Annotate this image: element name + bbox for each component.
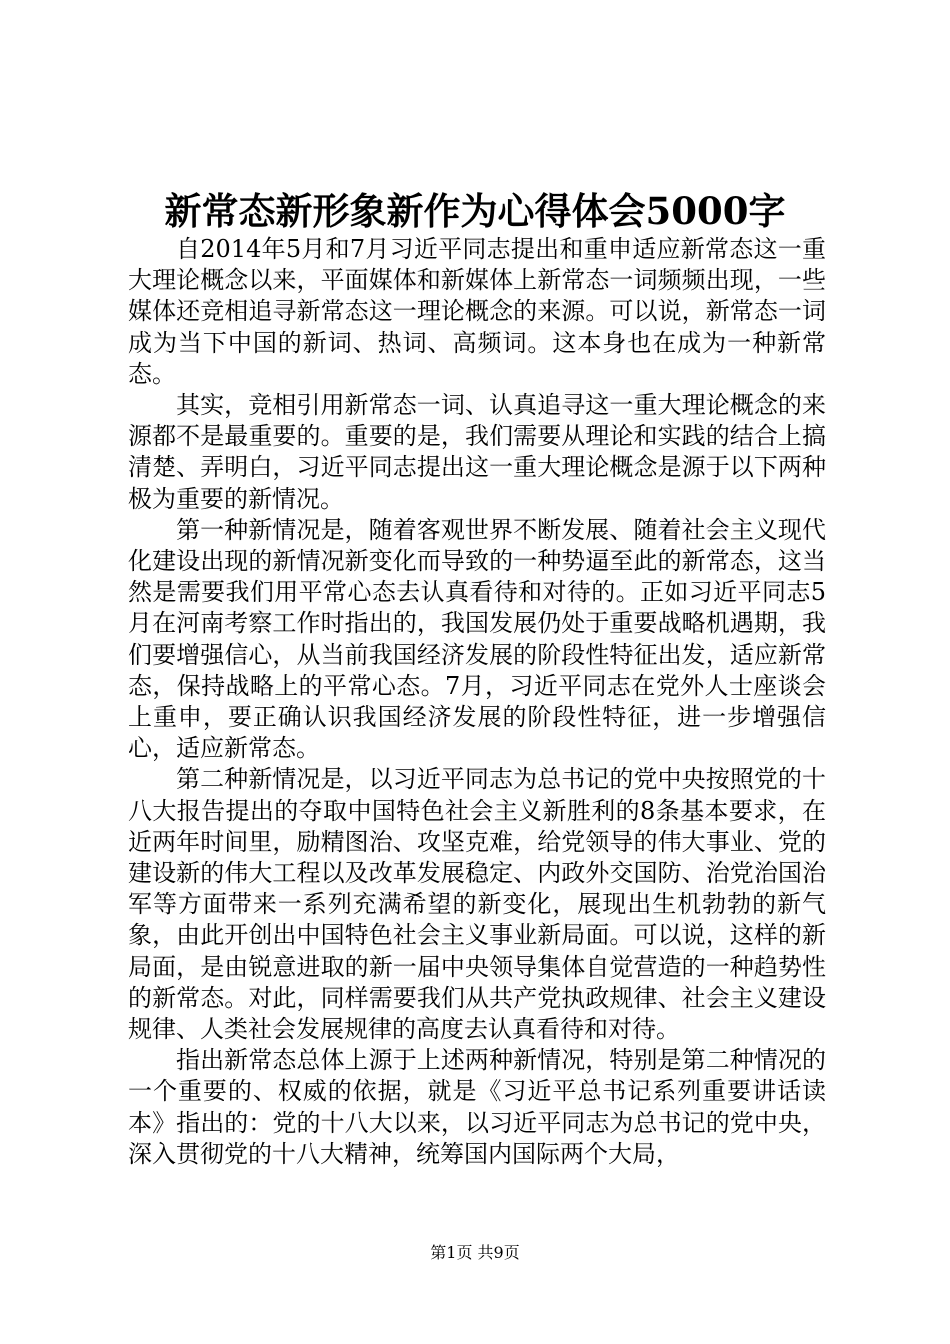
document-title: 新常态新形象新作为心得体会5000字 — [164, 189, 786, 233]
paragraph-4: 第二种新情况是，以习近平同志为总书记的党中央按照党的十八大报告提出的夺取中国特色社会主义新胜利的8条基本要求，在近两年时间里，励精图治、攻坚克难，给党领导的伟大事业、党的建设新的伟大工程以及改革发展稳定、内政外交国防、治党治国治军等方面带来一系列充满希望的新变化，展现出生机勃勃的新气象，由此开创出中国特色社会主义事业新局面。可以说，这样的新局面，是由锐意进取的新一届中央领导集体自觉营造的一种趋势性的新常态。对此，同样需要我们从共产党执政规律、社会主义建设规律、人类社会发展规律的高度去认真看待和对待。 — [128, 765, 826, 1044]
paragraph-1: 自2014年5月和7月习近平同志提出和重申适应新常态这一重大理论概念以来，平面媒体和新媒体上新常态一词频频出现，一些媒体还竞相追寻新常态这一理论概念的来源。可以说，新常态一词成为当下中国的新词、热词、高频词。这本身也在成为一种新常态。 — [128, 235, 826, 388]
page-number-footer: 第1页 共9页 — [430, 1243, 520, 1262]
paragraph-5: 指出新常态总体上源于上述两种新情况，特别是第二种情况的一个重要的、权威的依据，就是《习近平总书记系列重要讲话读本》指出的：党的十八大以来，以习近平同志为总书记的党中央，深入贯彻党的十八大精神，统筹国内国际两个大局， — [128, 1046, 826, 1168]
paragraph-2: 其实，竞相引用新常态一词、认真追寻这一重大理论概念的来源都不是最重要的。重要的是，我们需要从理论和实践的结合上搞清楚、弄明白，习近平同志提出这一重大理论概念是源于以下两种极为重要的新情况。 — [128, 391, 826, 513]
document-body — [128, 234, 826, 1170]
paragraph-3: 第一种新情况是，随着客观世界不断发展、随着社会主义现代化建设出现的新情况新变化而导致的一种势逼至此的新常态，这当然是需要我们用平常心态去认真看待和对待的。正如习近平同志5月在河南考察工作时指出的，我国发展仍处于重要战略机遇期，我们要增强信心，从当前我国经济发展的阶段性特征出发，适应新常态，保持战略上的平常心态。7月，习近平同志在党外人士座谈会上重申，要正确认识我国经济发展的阶段性特征，进一步增强信心，适应新常态。 — [128, 515, 826, 763]
